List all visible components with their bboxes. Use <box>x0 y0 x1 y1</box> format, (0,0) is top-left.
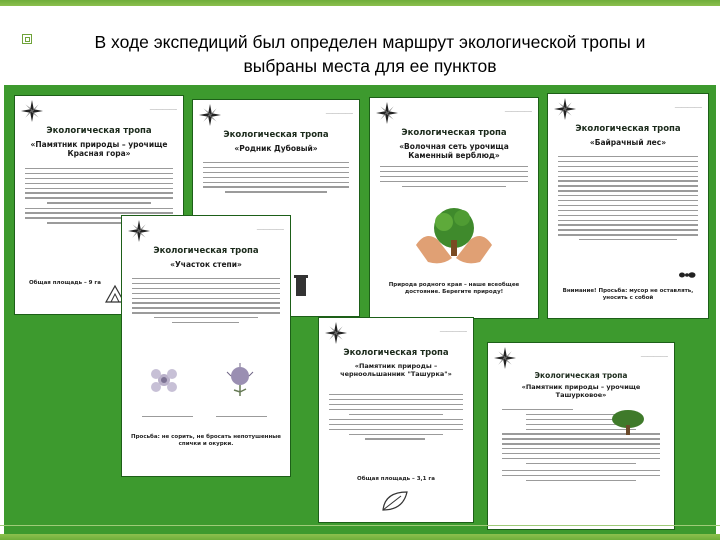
slide-title: В ходе экспедиций был определен маршрут экологической тропы и выбраны места для ее пунктов <box>94 32 646 76</box>
sheet-name: «Родник Дубовый» <box>234 144 318 153</box>
sheet-heading: Экологическая тропа <box>153 246 259 256</box>
sheet-name: «Памятник природы – черноольшанник "Ташурка"» <box>340 362 452 378</box>
sheet-footer: Просьба: не сорить, не бросать непотушенные спички и окурки. <box>131 434 281 447</box>
sheet-name: «Участок степи» <box>170 260 242 269</box>
compass-rose-icon <box>128 220 150 242</box>
sheet-name: «Памятник природы – урочище Красная гора» <box>30 140 168 158</box>
sheet-name: «Памятник природы – урочище Ташурковое» <box>521 383 641 399</box>
bullet-square-icon <box>22 34 32 44</box>
trail-sheet-7 <box>487 342 675 530</box>
sheet-heading: Экологическая тропа <box>223 130 329 140</box>
sheet-header-small: _________________ <box>504 108 532 112</box>
sheet-header-small: _________________ <box>439 328 467 332</box>
ant-icon <box>678 270 696 280</box>
trail-sheet-4 <box>547 93 709 319</box>
sheet-header-small: _________________ <box>149 106 177 110</box>
tree-icon <box>608 407 648 435</box>
sheet-heading: Экологическая тропа <box>46 126 152 136</box>
trail-sheet-3 <box>369 97 539 319</box>
compass-rose-icon <box>325 322 347 344</box>
sheet-footer: Общая площадь – 9 га <box>29 280 101 286</box>
sheet-footer: Общая площадь – 3,1 га <box>357 476 435 482</box>
sheet-heading: Экологическая тропа <box>343 348 449 358</box>
compass-rose-icon <box>21 100 43 122</box>
sheet-heading: Экологическая тропа <box>575 124 681 134</box>
sheet-header-small: _________________ <box>325 110 353 114</box>
trail-sheet-6 <box>318 317 474 523</box>
sheet-header-small: _________________ <box>256 226 284 230</box>
trash-bin-icon <box>293 272 309 298</box>
compass-rose-icon <box>199 104 221 126</box>
sheet-captions <box>142 406 270 425</box>
sheet-footer: Природа родного края – наше всеобщее достояние. Берегите природу! <box>388 282 520 295</box>
bottom-thin-line <box>0 525 720 526</box>
thistle-icon <box>222 362 258 398</box>
hands-tree-icon <box>414 200 494 270</box>
photo-collage <box>4 85 716 535</box>
sheet-text-lines <box>203 162 349 196</box>
compass-rose-icon <box>494 347 516 369</box>
sheet-text-lines <box>558 156 698 244</box>
sheet-name: «Байрачный лес» <box>589 138 667 147</box>
sheet-header-small: _________________ <box>640 353 668 357</box>
flower-icon <box>144 362 184 398</box>
sheet-heading: Экологическая тропа <box>534 371 628 380</box>
sheet-heading: Экологическая тропа <box>401 128 507 138</box>
sheet-text-lines <box>329 394 463 443</box>
leaf-icon <box>381 490 409 512</box>
top-green-stripe <box>0 0 720 6</box>
compass-rose-icon <box>554 98 576 120</box>
compass-rose-icon <box>376 102 398 124</box>
sheet-text-lines <box>132 278 280 327</box>
sheet-text-lines <box>380 166 528 190</box>
sheet-header-small: _________________ <box>674 104 702 108</box>
trail-sheet-5 <box>121 215 291 477</box>
bottom-green-stripe <box>0 534 720 540</box>
sheet-name: «Волочная сеть урочища Каменный верблюд» <box>399 142 509 160</box>
sheet-footer: Внимание! Просьба: мусор не оставлять, уносить с собой <box>562 288 694 301</box>
